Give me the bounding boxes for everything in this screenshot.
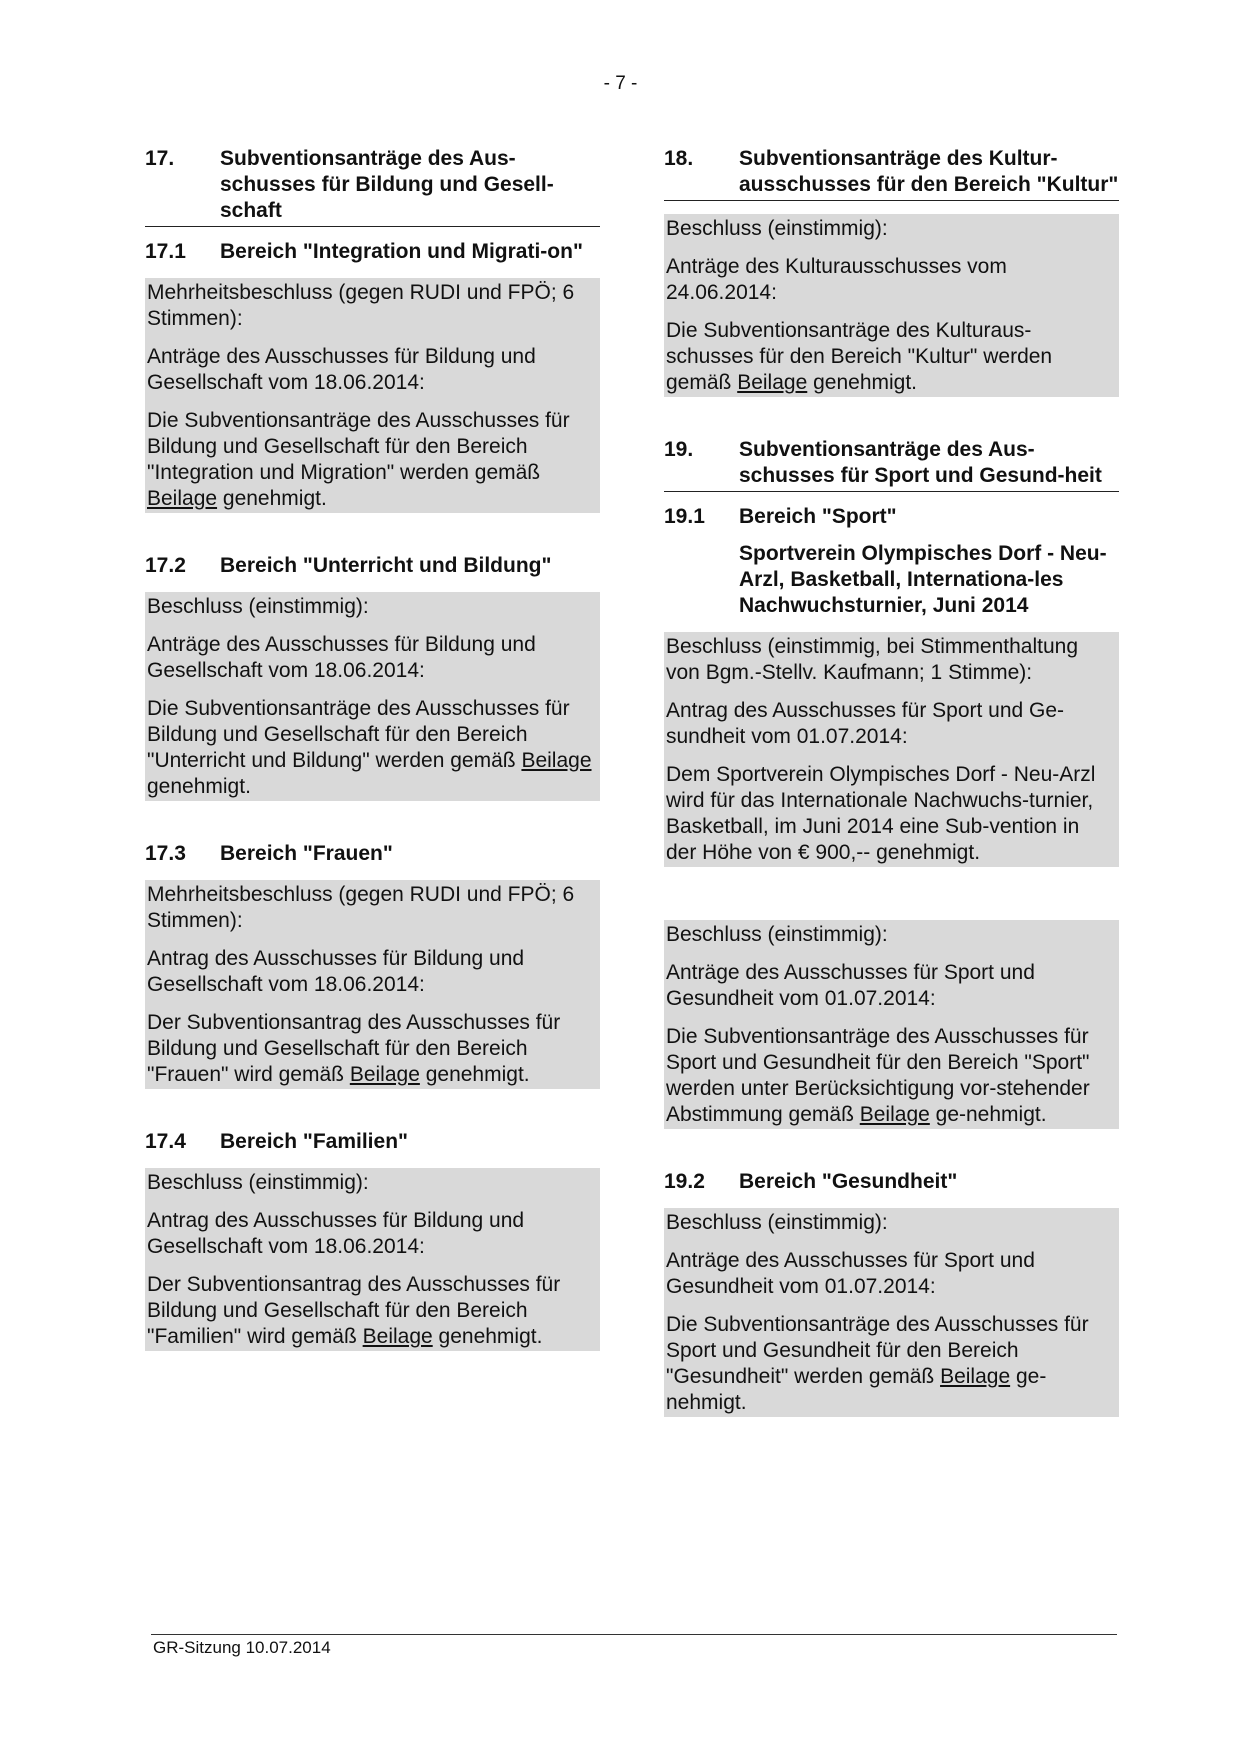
section-title: Subventionsanträge des Aus-schusses für Sport und Gesund-heit [739,438,1102,487]
decision-box [145,278,600,513]
section-title: Subventionsanträge des Kultur-ausschusses für den Bereich "Kultur" [739,147,1119,196]
motion-source: Anträge des Kulturausschusses vom 24.06.2014: [666,255,1007,304]
section-19-1-heading [664,504,1119,530]
decision-text: Dem Sportverein Olympisches Dorf - Neu-Arzl wird für das Internationale Nachwuchs-turnier, Basketball, im Juni 2014 eine Sub-vention in der Höhe von € 900,-- genehmigt. [666,763,1096,864]
vote-result: Beschluss (einstimmig): [666,217,888,240]
subsection-title: Bereich "Familien" [220,1130,408,1153]
left-column [145,146,600,1351]
subsection-number: 19.1 [664,505,705,528]
vote-result: Beschluss (einstimmig): [147,1171,369,1194]
section-17-4-heading [145,1129,600,1155]
section-number: 18. [664,147,694,170]
section-17-1-heading [145,239,600,265]
subsection-title: Bereich "Gesundheit" [739,1170,958,1193]
section-19-heading [664,437,1119,492]
section-number: 17. [145,147,175,170]
decision-text: Die Subventionsanträge des Ausschusses für Sport und Gesundheit für den Bereich "Gesundheit" werden gemäß Beilage ge-nehmigt. [666,1313,1089,1414]
decision-box [664,1208,1119,1417]
page-number: - 7 - [603,73,638,94]
decision-box [664,920,1119,1129]
subsection-number: 17.3 [145,842,186,865]
motion-source: Antrag des Ausschusses für Bildung und Gesellschaft vom 18.06.2014: [147,947,525,996]
beilage-link[interactable]: Beilage [362,1325,433,1348]
section-18-heading [664,146,1119,201]
vote-result: Beschluss (einstimmig): [666,1211,888,1234]
section-17-3-heading [145,841,600,867]
decision-box [145,1168,600,1351]
subsection-title: Bereich "Sport" [739,505,897,528]
decision-box [664,214,1119,397]
decision-text: Die Subventionsanträge des Ausschusses für Bildung und Gesellschaft für den Bereich "Integration und Migration" werden gemäß Beilage genehmigt. [147,409,570,510]
decision-box [145,880,600,1089]
subsection-title: Bereich "Frauen" [220,842,393,865]
section-17-2-heading [145,553,600,579]
decision-box [664,632,1119,867]
vote-result: Beschluss (einstimmig): [147,595,369,618]
subsection-number: 19.2 [664,1170,705,1193]
vote-result: Beschluss (einstimmig): [666,923,888,946]
decision-text: Die Subventionsanträge des Kulturaus-schusses für den Bereich "Kultur" werden gemäß Beilage genehmigt. [666,319,1053,394]
section-17-heading [145,146,600,227]
right-column [664,146,1119,1417]
beilage-link[interactable]: Beilage [521,749,592,772]
footer-text: GR-Sitzung 10.07.2014 [153,1638,331,1657]
beilage-link[interactable]: Beilage [737,371,808,394]
subsection-title: Bereich "Unterricht und Bildung" [220,554,552,577]
section-title: Subventionsanträge des Aus-schusses für Bildung und Gesell-schaft [220,147,554,222]
subsection-number: 17.4 [145,1130,186,1153]
subsection-number: 17.2 [145,554,186,577]
decision-text: Der Subventionsantrag des Ausschusses für Bildung und Gesellschaft für den Bereich "Familien" wird gemäß Beilage genehmigt. [147,1273,561,1348]
decision-box [145,592,600,801]
motion-source: Antrag des Ausschusses für Sport und Ge-sundheit vom 01.07.2014: [666,699,1065,748]
vote-result: Beschluss (einstimmig, bei Stimmenthaltung von Bgm.-Stellv. Kaufmann; 1 Stimme): [666,635,1079,684]
motion-source: Anträge des Ausschusses für Bildung und Gesellschaft vom 18.06.2014: [147,633,536,682]
motion-source: Anträge des Ausschusses für Sport und Gesundheit vom 01.07.2014: [666,961,1035,1010]
subsection-number: 17.1 [145,240,186,263]
beilage-link[interactable]: Beilage [859,1103,930,1126]
vote-result: Mehrheitsbeschluss (gegen RUDI und FPÖ; 6 Stimmen): [147,281,575,330]
subsection-title: Bereich "Integration und Migrati-on" [220,240,583,263]
decision-text: Die Subventionsanträge des Ausschusses für Sport und Gesundheit für den Bereich "Sport" werden unter Berücksichtigung vor-stehender Abstimmung gemäß Beilage ge-nehmigt. [666,1025,1090,1126]
section-19-2-heading [664,1169,1119,1195]
sport-club-title: Sportverein Olympisches Dorf - Neu-Arzl, Basketball, Internationa-les Nachwuchsturnier, Juni 2014 [739,542,1107,617]
footer-divider [151,1634,1117,1635]
beilage-link[interactable]: Beilage [940,1365,1011,1388]
vote-result: Mehrheitsbeschluss (gegen RUDI und FPÖ; 6 Stimmen): [147,883,575,932]
decision-text: Der Subventionsantrag des Ausschusses für Bildung und Gesellschaft für den Bereich "Frauen" wird gemäß Beilage genehmigt. [147,1011,561,1086]
beilage-link[interactable]: Beilage [147,487,218,510]
decision-text: Die Subventionsanträge des Ausschusses für Bildung und Gesellschaft für den Bereich "Unterricht und Bildung" werden gemäß Beilage genehmigt. [147,697,592,798]
beilage-link[interactable]: Beilage [349,1063,420,1086]
motion-source: Anträge des Ausschusses für Sport und Gesundheit vom 01.07.2014: [666,1249,1035,1298]
section-number: 19. [664,438,694,461]
motion-source: Antrag des Ausschusses für Bildung und Gesellschaft vom 18.06.2014: [147,1209,525,1258]
motion-source: Anträge des Ausschusses für Bildung und Gesellschaft vom 18.06.2014: [147,345,536,394]
